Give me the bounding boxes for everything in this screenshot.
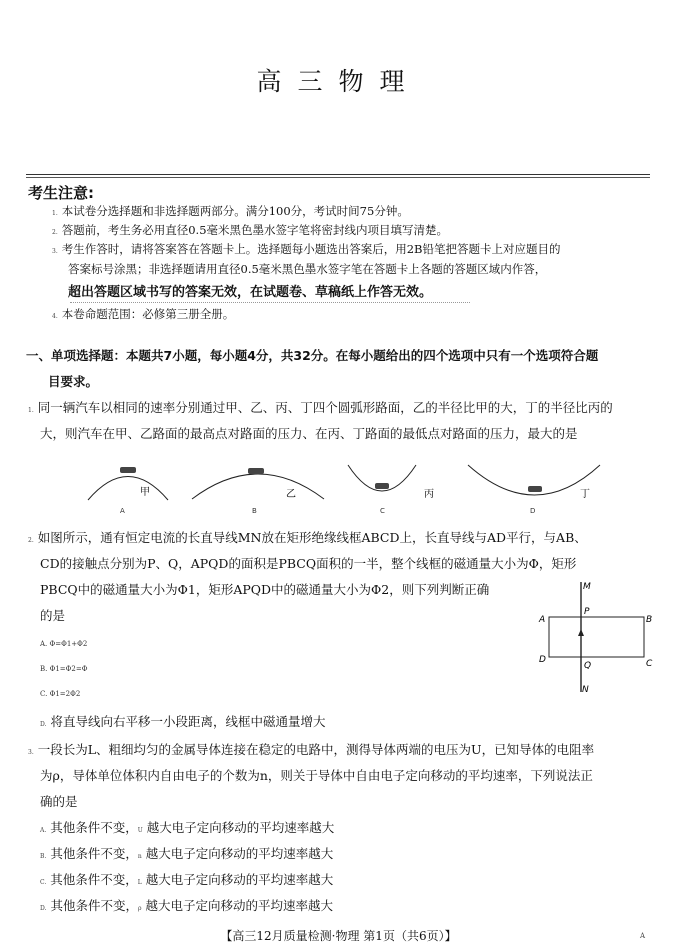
notice-item-4 [52, 306, 234, 325]
figure-c-valley-road [348, 465, 434, 515]
label-q: Q [584, 661, 592, 671]
option-d: D. 其他条件不变，ρ 越大电子定向移动的平均速率越大 [40, 898, 334, 913]
option-c: C. Φ1=2Φ2 [40, 690, 81, 698]
figure-d-valley-road [468, 465, 600, 515]
option-b: B. Φ1=Φ2=Φ [40, 665, 88, 673]
notice-heading: 考生注意: [28, 184, 94, 202]
option-c: C. 其他条件不变，L 越大电子定向移动的平均速率越大 [40, 872, 334, 887]
road-figures [80, 455, 660, 520]
figure-b-crest-road [192, 468, 324, 515]
notice-text: 答题前，考生务必用直径0.5毫米黑色墨水签字笔将密封线内项目填写清楚。 [61, 223, 449, 237]
label-c: C [646, 659, 653, 669]
caption-c: C [380, 507, 385, 515]
question-text: 为ρ，导体单位体积内自由电子的个数为n，则关于导体中自由电子定向移动的平均速率，下列说法正 [40, 768, 593, 783]
page-title: 高三物理 [256, 67, 421, 96]
notice-item-1 [52, 203, 409, 222]
question-text: CD的接触点分别为P、Q，APQD的面积是PBCQ面积的一半，整个线框的磁通量大小为Φ，矩形 [40, 556, 577, 571]
item-number: 1. [52, 210, 58, 217]
section-heading: 一、单项选择题：本题共7小题，每小题4分，共32分。在每小题给出的四个选项中只有一个选项符合题 [26, 348, 599, 363]
notice-bold-warning: 超出答题区域书写的答案无效，在试题卷、草稿纸上作答无效。 [68, 285, 433, 300]
question-1-line [28, 398, 613, 416]
figure-label-jia: 甲 [140, 487, 150, 498]
option-d: D. 将直导线向右平移一小段距离，线框中磁通量增大 [40, 714, 326, 729]
question-text: 如图所示，通有恒定电流的长直导线MN放在矩形绝缘线框ABCD上，长直导线与AD平行，与AB、 [37, 530, 587, 545]
notice-text: 本试卷分选择题和非选择题两部分。满分100分，考试时间75分钟。 [61, 204, 409, 218]
question-text: 大，则汽车在甲、乙路面的最高点对路面的压力、在丙、丁路面的最低点对路面的压力，最大的是 [40, 426, 578, 441]
question-text: 同一辆汽车以相同的速率分别通过甲、乙、丙、丁四个圆弧形路面，乙的半径比甲的大，丁的半径比丙的 [37, 400, 613, 415]
divider [26, 174, 650, 175]
figure-label-bing: 丙 [424, 489, 434, 500]
label-m: M [583, 582, 591, 592]
question-number: 1. [28, 407, 34, 414]
figure-a-crest-road [88, 467, 168, 515]
question-text: 确的是 [40, 794, 78, 809]
caption-b: B [252, 507, 257, 515]
caption-d: D [530, 507, 536, 515]
item-number: 4. [52, 313, 58, 320]
page-footer: 【高三12月质量检测·物理 第1页（共6页）】 [220, 929, 457, 943]
section-heading-cont: 目要求。 [48, 374, 99, 389]
item-number: 3. [52, 248, 58, 255]
question-3-line [28, 740, 594, 758]
emphasis-dots [70, 302, 470, 303]
option-b: B. 其他条件不变，n 越大电子定向移动的平均速率越大 [40, 846, 334, 861]
label-p: P [584, 607, 590, 617]
question-text: 的是 [40, 608, 66, 623]
label-a: A [539, 615, 546, 625]
figure-label-yi: 乙 [286, 489, 296, 500]
version-mark: A [640, 932, 646, 940]
question-2-line [28, 528, 587, 546]
label-d: D [539, 655, 546, 665]
question-number: 3. [28, 749, 34, 756]
option-a: A. Φ=Φ1+Φ2 [40, 640, 88, 648]
notice-text: 本卷命题范围：必修第三册全册。 [61, 307, 235, 321]
figure-label-ding: 丁 [580, 489, 590, 500]
item-number: 2. [52, 229, 58, 236]
divider [26, 177, 650, 178]
label-b: B [646, 615, 653, 625]
caption-a: A [120, 507, 125, 515]
question-text: 一段长为L、粗细均匀的金属导体连接在稳定的电路中，测得导体两端的电压为U，已知导体的电阻率 [37, 742, 595, 757]
option-a: A. 其他条件不变，U 越大电子定向移动的平均速率越大 [40, 820, 335, 835]
question-text: PBCQ中的磁通量大小为Φ1，矩形APQD中的磁通量大小为Φ2，则下列判断正确 [40, 582, 490, 597]
notice-text: 考生作答时，请将答案答在答题卡上。选择题每小题选出答案后，用2B铅笔把答题卡上对应题目的 [61, 242, 561, 256]
wire-frame-figure [536, 580, 658, 695]
question-number: 2. [28, 537, 34, 544]
notice-item-3 [52, 241, 561, 260]
notice-item-2 [52, 222, 448, 241]
label-n: N [582, 685, 589, 695]
notice-text: 答案标号涂黑；非选择题请用直径0.5毫米黑色墨水签字笔在答题卡上各题的答题区域内作答， [68, 262, 547, 276]
